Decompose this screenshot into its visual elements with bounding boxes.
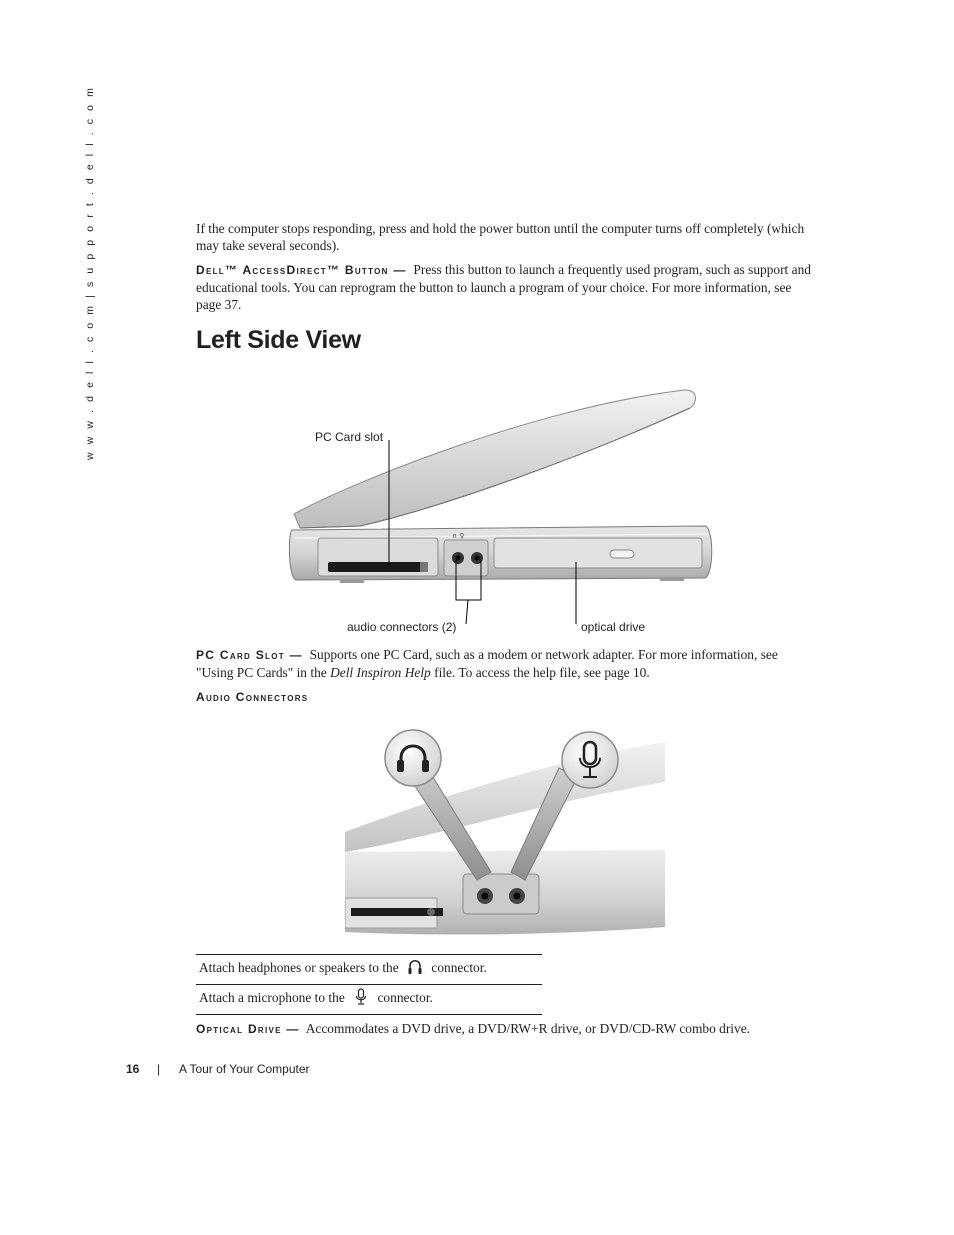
microphone-row-text: Attach a microphone to the [199,990,345,1006]
footer-chapter: A Tour of Your Computer [179,1062,310,1076]
audio-jack-table [196,954,542,1015]
table-row [196,955,542,985]
table-row [196,985,542,1015]
audio-connectors-figure [345,722,665,944]
optical-drive-term: Optical Drive — [196,1022,300,1036]
laptop-left-side-illustration [280,378,720,638]
headphones-row-cell [196,955,542,985]
pc-card-slot-callout: PC Card slot [315,430,384,444]
microphone-row-cell [196,985,542,1015]
page-number: 16 [126,1062,140,1076]
audio-connectors-heading [196,688,816,706]
access-direct-term: Dell™ AccessDirect™ Button — [196,263,407,277]
microphone-icon [354,988,368,1010]
optical-drive-callout: optical drive [581,620,646,634]
headphones-icon [408,958,422,980]
intro-paragraph: If the computer stops responding, press and hold the power button until the computer turns off completely (which may take several seconds). [196,221,805,253]
headphones-row-text: Attach headphones or speakers to the [199,960,399,976]
audio-connectors-term: Audio Connectors [196,690,309,704]
access-direct-paragraph [196,261,816,313]
access-direct-text: Press this button to launch a frequently used program, such as support and educational tools. You can reprogram the button to launch a program of your choice. For more information, see page 37. [196,262,811,312]
section-title: Left Side View [196,326,361,354]
headphones-row-suffix: connector. [431,960,487,976]
microphone-row-suffix: connector. [377,990,433,1006]
pc-card-text-2: file. To access the help file, see page 10. [434,665,650,680]
footer-separator: | [157,1062,161,1076]
sidebar-url-text: w w w . d e l l . c o m | s u p p o r t . d e l l . c o m [84,85,96,460]
pc-card-term: PC Card Slot — [196,648,303,662]
optical-drive-paragraph [196,1020,816,1038]
audio-connectors-callout: audio connectors (2) [347,620,457,634]
pc-card-text-1: Supports one PC Card, such as a modem or network adapter. For more information, see "Using PC Cards" in the [196,647,778,680]
optical-drive-text: Accommodates a DVD drive, a DVD/RW+R drive, or DVD/CD-RW combo drive. [305,1021,750,1036]
audio-closeup-illustration [345,722,665,944]
pc-card-paragraph [196,646,816,681]
left-side-figure [280,378,720,638]
pc-card-help-title: Dell Inspiron Help [330,665,431,680]
svg-text:∩ ♀: ∩ ♀ [452,532,465,540]
sidebar-url [84,85,100,460]
